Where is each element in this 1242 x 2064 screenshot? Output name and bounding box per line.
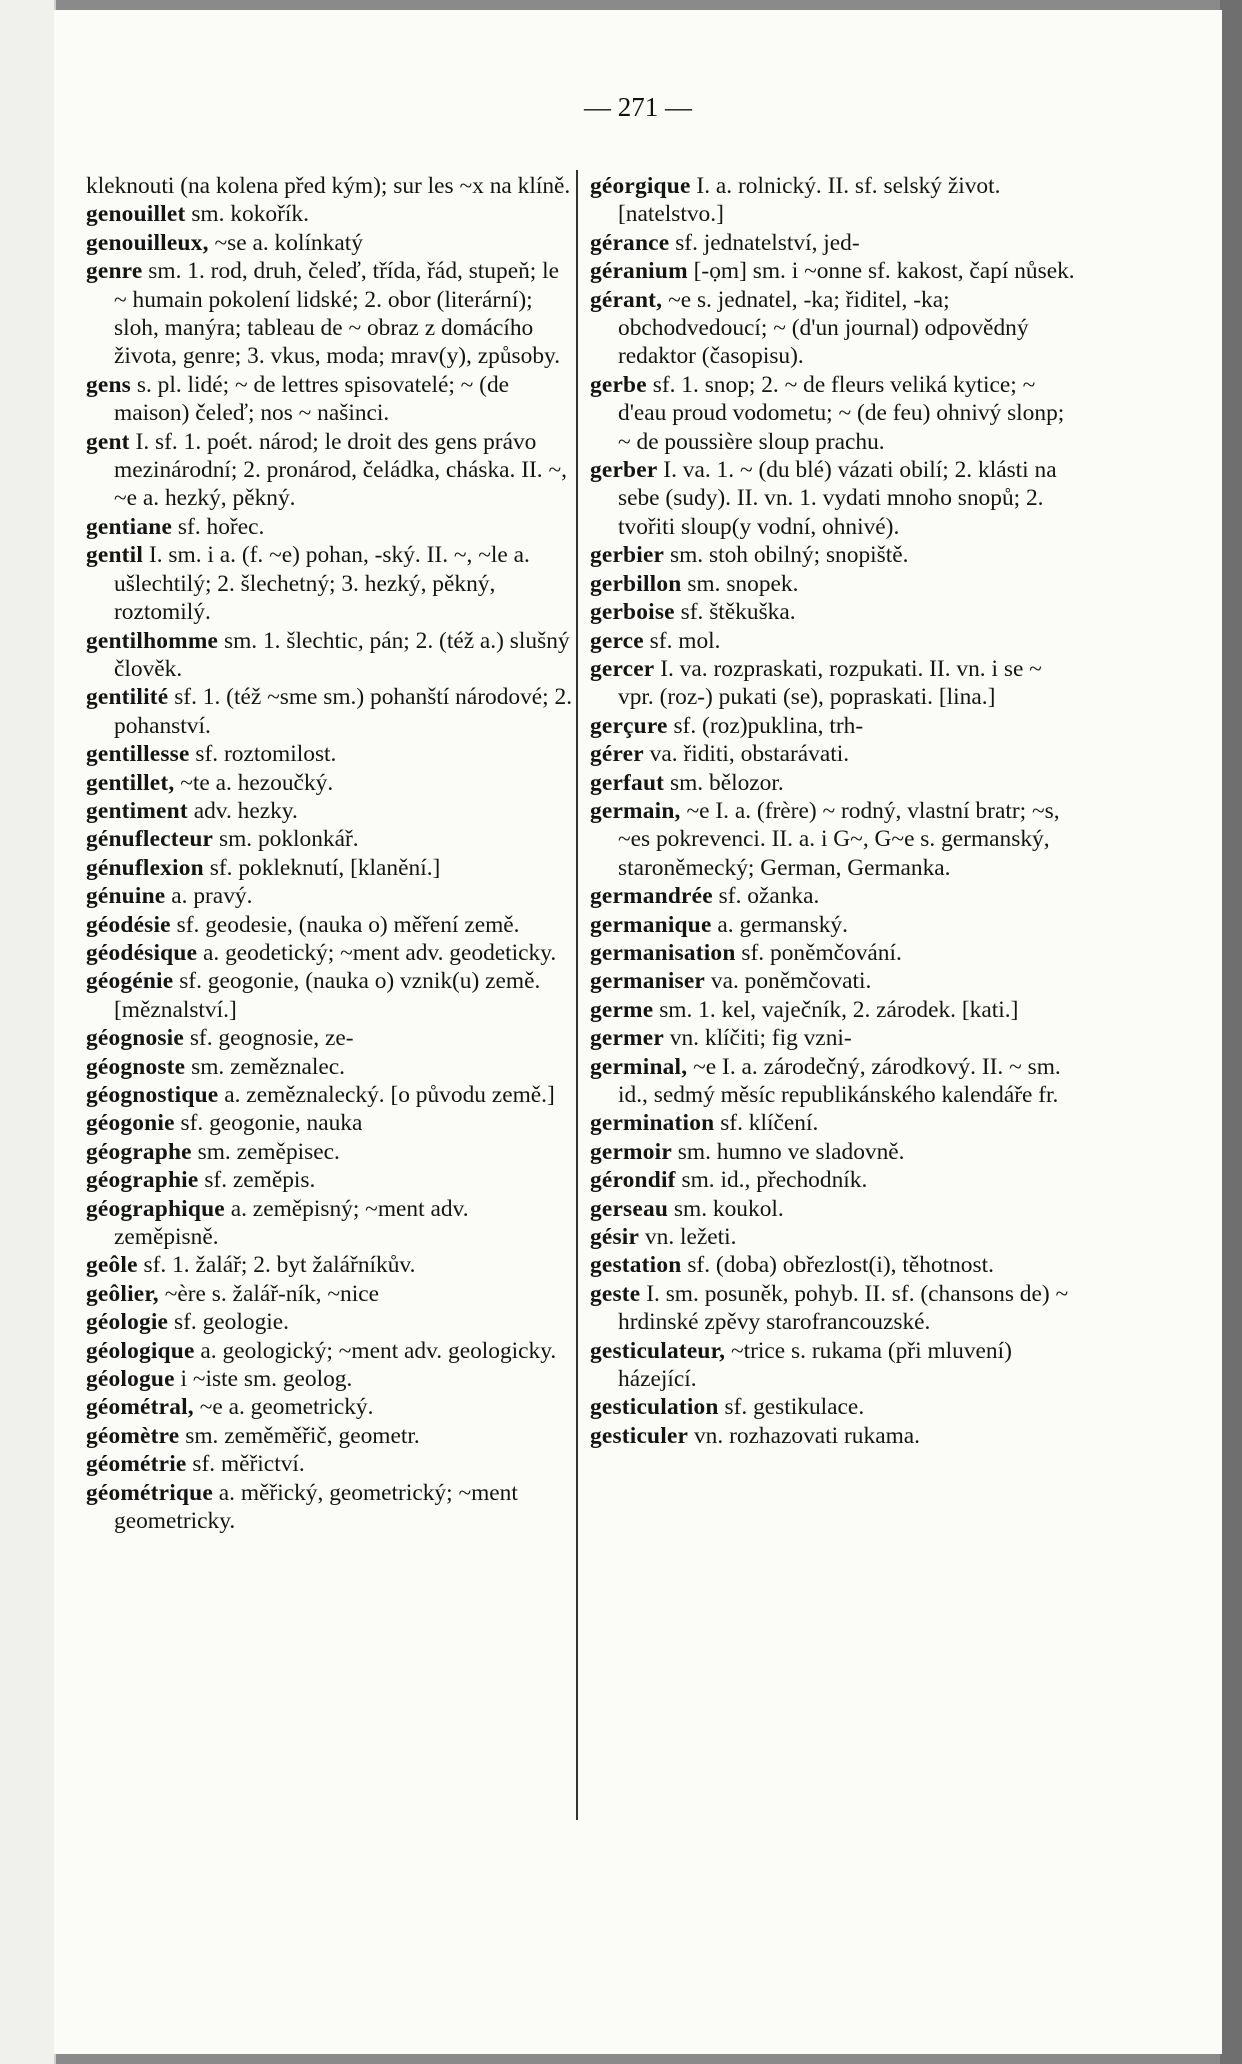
dictionary-entry [590,769,1078,797]
dictionary-entry [590,257,1078,285]
entry-headword: gentilhomme [86,627,219,654]
entry-definition: ~e I. a. (frère) ~ rodný, vlastní bratr; ~s, ~es pokrevenci. II. a. i G~, G~e s. germanský, staroněmecký; German, Germanka. [618,797,1060,881]
entry-definition: sf. pokleknutí, [klanění.] [209,854,441,881]
dictionary-entry [590,1251,1078,1279]
dictionary-entry [590,911,1078,939]
dictionary-entry [86,911,574,939]
dictionary-entry [86,825,574,853]
entry-definition: sm. koukol. [673,1195,784,1222]
entry-definition: sm. id., přechodník. [681,1167,868,1194]
entry-definition: va. poněmčovati. [710,968,872,995]
entry-headword: geôle [86,1252,138,1279]
dictionary-entry [590,598,1078,626]
dictionary-entry [86,797,574,825]
entry-headword: germoir [590,1138,672,1165]
entry-definition: ~se a. kolínkatý [214,229,363,256]
dictionary-entry [590,1393,1078,1421]
entry-definition: sf. geodesie, (nauka o) měření země. [176,911,520,938]
entry-headword: géodésique [86,939,198,966]
entry-headword: genre [86,258,143,285]
entry-headword: germaniser [590,968,706,995]
entry-headword: gent [86,428,130,455]
dictionary-entry [86,1053,574,1081]
entry-headword: gerbier [590,542,665,569]
entry-definition: a. zeměznalecký. [o původu země.] [224,1082,555,1108]
entry-definition: adv. hezky. [193,797,298,824]
dictionary-entry [86,683,574,740]
entry-definition: sf. geologie. [174,1309,289,1336]
entry-definition: a. zeměpisný; ~ment adv. zeměpisně. [114,1195,469,1251]
entry-headword: germe [590,996,654,1023]
dictionary-entry [86,1393,574,1421]
entry-definition: sf. mol. [649,627,721,654]
entry-headword: geste [590,1280,641,1307]
entry-definition: sm. 1. šlechtic, pán; 2. (též a.) slušný člověk. [114,627,570,682]
dictionary-entry [86,1081,574,1109]
entry-definition: sf. geognosie, ze- [189,1025,354,1052]
entry-definition: sf. štěkuška. [680,599,796,626]
entry-definition: sf. poněmčování. [741,939,902,966]
dictionary-entry [590,712,1078,740]
dictionary-entry [590,541,1078,569]
entry-definition: sm. zeměpisec. [197,1138,340,1165]
entry-definition: I. sm. posuněk, pohyb. II. sf. (chansons de) ~ hrdinské zpěvy starofrancouzské. [618,1280,1069,1336]
entry-headword: gerçure [590,712,668,739]
dictionary-entry [86,1166,574,1194]
entry-headword: géranium [590,258,688,285]
entry-headword: géométral, [86,1394,194,1421]
entry-headword: géographique [86,1195,225,1222]
dictionary-entry [86,371,574,428]
entry-headword: géographe [86,1138,192,1165]
entry-definition: a. geologický; ~ment adv. geologicky. [200,1337,557,1364]
column-divider [576,170,578,1820]
entry-headword: géologique [86,1337,195,1364]
page-shadow-edge [1220,0,1242,2064]
dictionary-entry [590,229,1078,257]
entry-definition: sf. geogonie, (nauka o) vznik(u) země. [měznalství.] [114,968,541,1023]
dictionary-entry [86,740,574,768]
entry-definition: sm. zeměměřič, geometr. [185,1422,420,1449]
dictionary-entry [86,1422,574,1450]
dictionary-entry [86,229,574,257]
dictionary-entry [590,1280,1078,1337]
page-number: — 271 — [584,92,692,122]
entry-headword: gerseau [590,1195,669,1222]
entry-definition: sm. 1. kel, vaječník, 2. zárodek. [kati.] [659,996,1019,1023]
entry-headword: geôlier, [86,1280,159,1307]
entry-headword: géologue [86,1366,175,1393]
dictionary-entry [590,655,1078,712]
dictionary-entry [590,1223,1078,1251]
entry-headword: gentillesse [86,741,190,768]
entry-headword: gerbe [590,371,647,398]
entry-headword: gens [86,371,131,398]
dictionary-entry [86,428,574,513]
dictionary-entry [590,1195,1078,1223]
entry-definition: sm. snopek. [687,570,799,597]
dictionary-entry [590,1422,1078,1450]
dictionary-entry [86,769,574,797]
entry-headword: gérance [590,229,670,256]
entry-headword: géodésie [86,911,171,938]
entry-definition: sm. poklonkář. [218,826,359,853]
entry-headword: germandrée [590,883,713,910]
dictionary-entry [86,967,574,1024]
entry-headword: germanique [590,911,712,938]
dictionary-entry [590,371,1078,456]
entry-definition: sf. (roz)puklina, trh- [673,712,864,739]
entry-definition: a. germanský. [717,911,848,938]
dictionary-entry [590,797,1078,882]
entry-definition: sf. geogonie, nauka [180,1110,363,1137]
entry-headword: gérer [590,741,644,768]
entry-headword: génuflecteur [86,826,214,853]
dictionary-entry [86,541,574,626]
entry-headword: gentiment [86,797,188,824]
dictionary-entry [590,1024,1078,1052]
entry-headword: géogonie [86,1110,175,1137]
dictionary-entry [86,1365,574,1393]
entry-headword: génuflexion [86,854,204,881]
dictionary-entry [86,257,574,371]
dictionary-entry [86,1024,574,1052]
dictionary-entry [590,1109,1078,1137]
entry-definition: sf. roztomilost. [195,741,337,768]
entry-definition: ~trice s. rukama (při mluvení) házející. [618,1337,1012,1393]
entry-headword: gesticuler [590,1422,689,1449]
dictionary-entry [86,1479,574,1536]
dictionary-entry [590,570,1078,598]
entry-headword: gerboise [590,599,675,626]
entry-headword: gesticulation [590,1394,719,1421]
entry-definition: sm. zeměznalec. [191,1053,346,1080]
entry-headword: gerbillon [590,570,682,597]
dictionary-entry [86,1251,574,1279]
entry-definition: ~e a. geometrický. [199,1394,374,1421]
dictionary-entry [590,967,1078,995]
entry-headword: gentilité [86,684,169,711]
right-column [590,172,1078,1450]
entry-definition: I. va. rozpraskati, rozpukati. II. vn. i se ~ vpr. (roz-) pukati (se), popraskati. [lina.] [618,655,1042,711]
entry-headword: gentiane [86,513,173,540]
entry-definition: sf. klíčení. [720,1110,819,1137]
entry-definition: [-ọm] sm. i ~onne sf. kakost, čapí nůsek. [693,258,1075,285]
dictionary-entry [86,172,574,200]
entry-headword: gentillet, [86,769,175,796]
entry-definition: s. pl. lidé; ~ de lettres spisovatelé; ~ (de maison) čeleď; nos ~ našinci. [114,371,510,427]
entry-definition: va. řiditi, obstarávati. [649,741,850,768]
entry-headword: germanisation [590,939,736,966]
dictionary-entry [590,939,1078,967]
entry-headword: gercer [590,655,655,682]
entry-headword: géologie [86,1309,169,1336]
entry-definition: I. sf. 1. poét. národ; le droit des gens právo mezinárodní; 2. pronárod, čeládka, cháska. II. ~, ~e a. hezký, pěkný. [114,428,567,512]
entry-headword: germain, [590,797,681,824]
entry-definition: vn. klíčiti; fig vzni- [669,1025,852,1052]
dictionary-entry [86,1308,574,1336]
dictionary-entry [86,854,574,882]
dictionary-entry [86,939,574,967]
entry-definition: sf. 1. žalář; 2. byt žalářníkův. [143,1252,416,1279]
entry-headword: gérondif [590,1167,676,1194]
entry-definition: a. geodetický; ~ment adv. geodeticky. [203,939,557,966]
dictionary-entry [590,1053,1078,1110]
dictionary-entry [590,1166,1078,1194]
entry-definition: vn. rozhazovati rukama. [693,1422,920,1449]
entry-definition: sm. bělozor. [670,769,784,796]
entry-definition: kleknouti (na kolena před kým); sur les ~x na klíně. [86,173,571,199]
left-column [86,172,574,1536]
entry-definition: sf. hořec. [177,513,265,540]
entry-headword: géométrique [86,1479,213,1506]
entry-definition: sf. zeměpis. [204,1167,316,1194]
entry-definition: sf. 1. (též ~sme sm.) pohanští národové; 2. pohanství. [114,684,573,739]
entry-definition: a. pravý. [171,883,253,910]
entry-definition: sf. (doba) obřezlost(i), těhotnost. [687,1252,994,1279]
dictionary-entry [86,513,574,541]
entry-headword: gérant, [590,286,663,313]
entry-definition: sf. jednatelství, jed- [675,229,860,256]
entry-definition: sf. měřictví. [192,1451,305,1478]
entry-definition: ~e I. a. zárodečný, zárodkový. II. ~ sm. id., sedmý měsíc republikánského kalendáře fr. [618,1053,1061,1108]
entry-definition: sm. humno ve sladovně. [677,1138,905,1165]
dictionary-entry [590,1337,1078,1394]
entry-headword: genouilleux, [86,229,209,256]
dictionary-entry [86,1195,574,1252]
dictionary-entry [86,627,574,684]
dictionary-entry [86,1337,574,1365]
entry-definition: vn. ležeti. [644,1224,737,1251]
entry-definition: ~ère s. žalář-ník, ~nice [164,1280,379,1307]
entry-headword: géogénie [86,968,174,995]
entry-headword: géomètre [86,1422,180,1449]
entry-definition: sm. 1. rod, druh, čeleď, třída, řád, stupeň; le ~ humain pokolení lidské; 2. obor (literární); sloh, manýra; tableau de ~ obraz z domácího života, genre; 3. vkus, moda; mrav(y), způsoby. [114,258,561,370]
dictionary-entry [590,1138,1078,1166]
dictionary-entry [86,200,574,228]
dictionary-entry [86,1450,574,1478]
entry-headword: gerber [590,457,658,484]
entry-definition: i ~iste sm. geolog. [180,1366,353,1393]
dictionary-entry [590,627,1078,655]
entry-headword: géognostique [86,1082,219,1108]
entry-headword: génuine [86,883,166,910]
entry-definition: I. a. rolnický. II. sf. selský život. [natelstvo.] [618,173,1001,228]
dictionary-entry [590,882,1078,910]
entry-headword: genouillet [86,201,186,228]
entry-headword: germination [590,1110,715,1137]
dictionary-page [54,10,1222,2054]
entry-headword: gesticulateur, [590,1337,726,1364]
dictionary-entry [590,286,1078,371]
entry-definition: ~te a. hezoučký. [180,769,334,796]
entry-headword: germer [590,1025,664,1052]
entry-definition: sm. stoh obilný; snopiště. [670,542,909,569]
entry-headword: gerce [590,627,644,654]
entry-definition: I. sm. i a. (f. ~e) pohan, -ský. II. ~, ~le a. ušlechtilý; 2. šlechetný; 3. hezký, pěkný, roztomilý. [114,542,530,626]
entry-headword: géorgique [590,173,691,199]
entry-headword: géographie [86,1167,199,1194]
dictionary-entry [86,1280,574,1308]
entry-headword: gésir [590,1224,640,1251]
entry-definition: I. va. 1. ~ (du blé) vázati obilí; 2. klásti na sebe (sudy). II. vn. 1. vydati mnoho snopů; 2. tvořiti sloup(y vodní, ohnivé). [618,457,1057,540]
dictionary-entry [86,1138,574,1166]
adjacent-page-edge [0,0,56,2064]
dictionary-entry [590,996,1078,1024]
entry-definition: sf. gestikulace. [724,1394,865,1421]
entry-definition: a. měřický, geometrický; ~ment geometricky. [114,1479,518,1535]
entry-definition: ~e s. jednatel, -ka; řiditel, -ka; obchodvedoucí; ~ (d'un journal) odpovědný redaktor (časopisu). [618,286,1029,370]
entry-headword: géognoste [86,1053,186,1080]
dictionary-entry [86,1109,574,1137]
entry-headword: gentil [86,542,144,569]
entry-definition: sm. kokořík. [191,201,309,228]
entry-headword: géométrie [86,1451,187,1478]
dictionary-entry [590,740,1078,768]
entry-headword: gestation [590,1252,682,1279]
dictionary-entry [590,172,1078,229]
entry-definition: sf. 1. snop; 2. ~ de fleurs veliká kytice; ~ d'eau proud vodometu; ~ (de feu) ohnivý slonp; ~ de poussière sloup prachu. [618,371,1065,455]
entry-headword: géognosie [86,1025,184,1052]
entry-definition: sf. ožanka. [718,883,820,910]
entry-headword: gerfaut [590,769,665,796]
dictionary-entry [86,882,574,910]
entry-headword: germinal, [590,1053,688,1080]
dictionary-entry [590,456,1078,541]
